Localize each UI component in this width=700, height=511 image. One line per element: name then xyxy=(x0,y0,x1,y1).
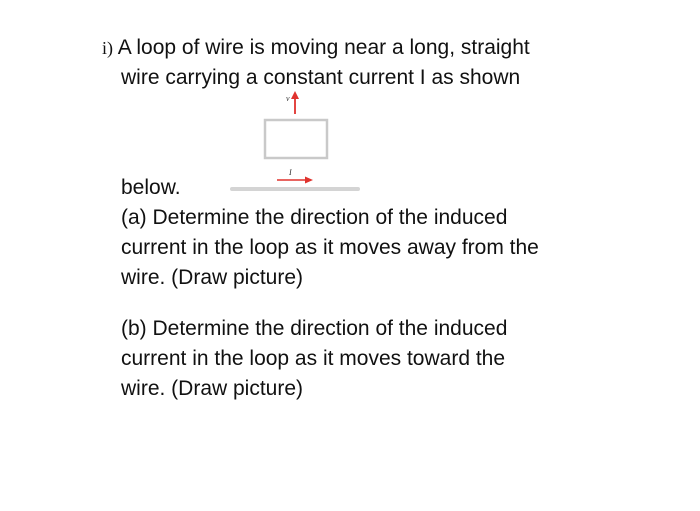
loop-wire-figure xyxy=(225,88,365,198)
part-a-line-1: (a) Determine the direction of the induced xyxy=(121,206,508,229)
wire-loop xyxy=(265,120,327,158)
after-figure-text: below. xyxy=(121,176,181,199)
velocity-arrow-head xyxy=(291,91,299,99)
part-a-line-2: current in the loop as it moves away from the xyxy=(121,236,539,259)
straight-wire xyxy=(230,187,360,191)
part-b-line-1: (b) Determine the direction of the induced xyxy=(121,317,508,340)
intro-line-1: A loop of wire is moving near a long, straight xyxy=(117,36,530,59)
part-b-line-2: current in the loop as it moves toward the xyxy=(121,347,506,370)
question-number: i) xyxy=(102,38,113,58)
current-arrow-head xyxy=(305,177,313,184)
part-b-line-3: wire. (Draw picture) xyxy=(121,377,304,400)
intro-line-2: wire carrying a constant current I as shown xyxy=(121,66,521,89)
velocity-label: v xyxy=(286,94,290,103)
current-label: I xyxy=(289,168,292,177)
part-a-line-3: wire. (Draw picture) xyxy=(121,266,304,289)
question-line-1 xyxy=(102,35,530,61)
